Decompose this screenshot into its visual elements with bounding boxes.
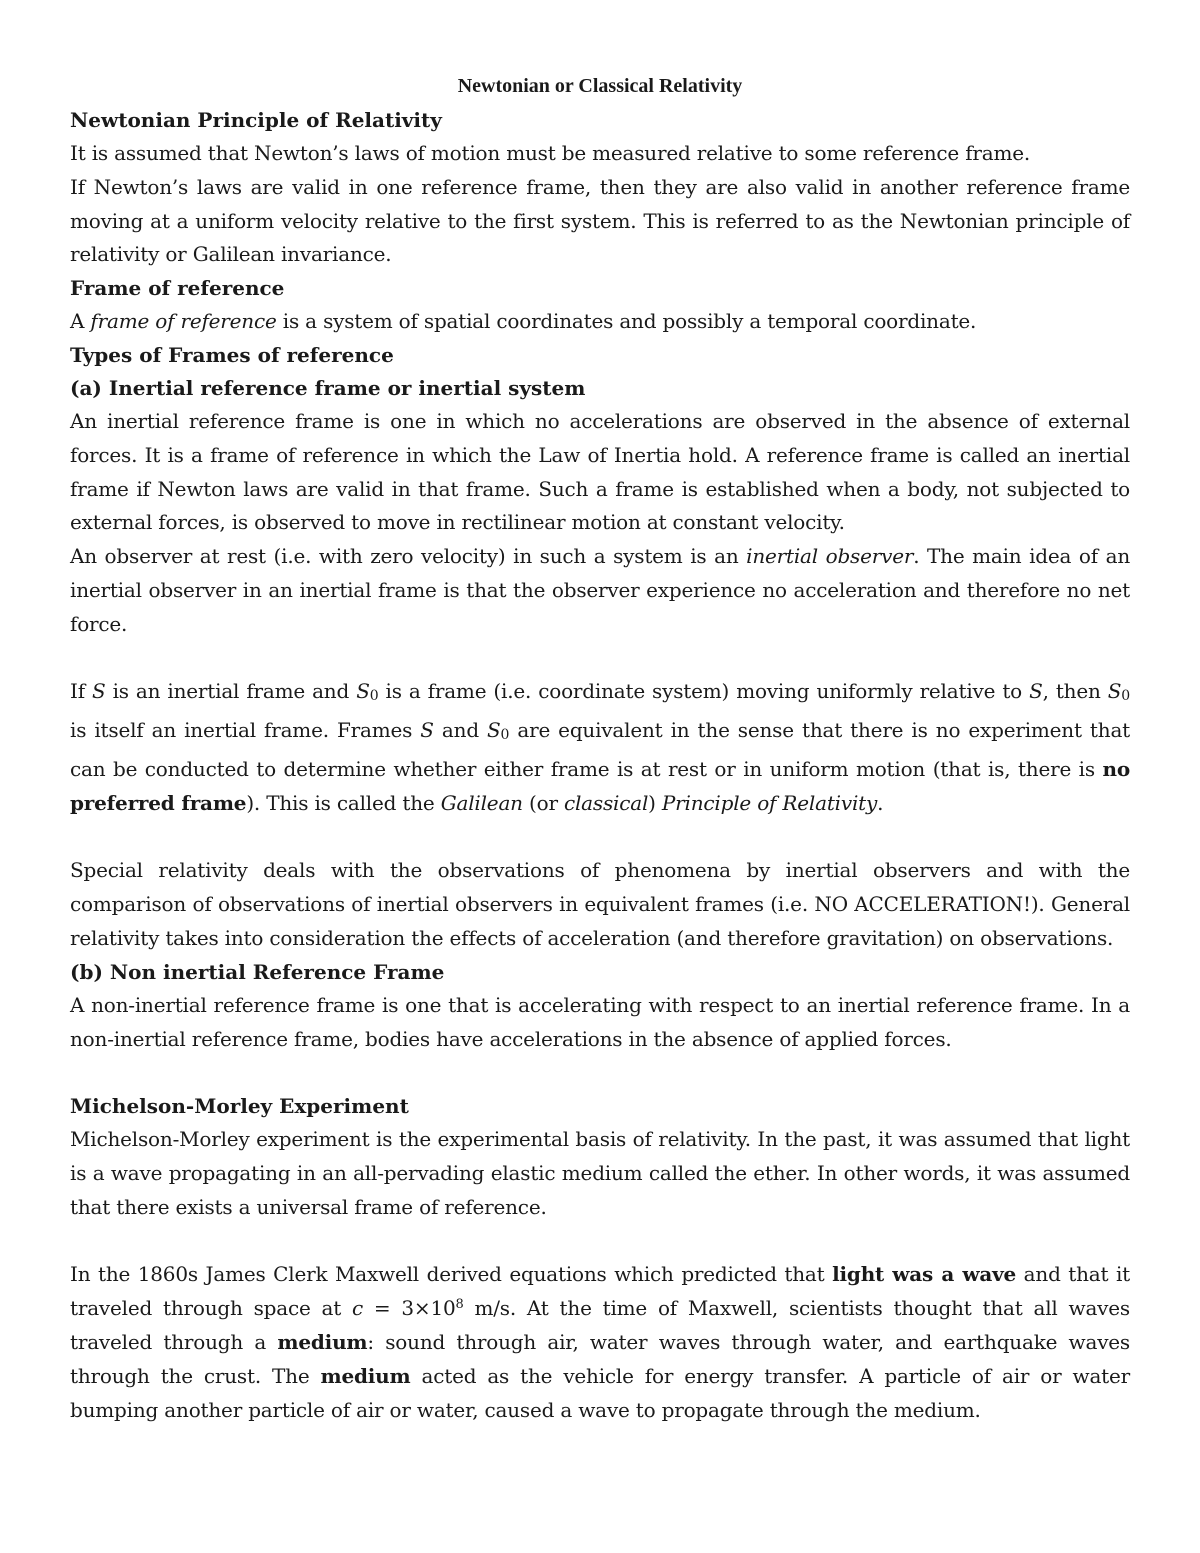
section-heading-newtonian-principle: Newtonian Principle of Relativity: [70, 108, 442, 132]
paragraph: A frame of reference is a system of spatial coordinates and possibly a temporal coordinate.: [70, 309, 977, 334]
paragraph: A non-inertial reference frame is one that is accelerating with respect to an inertial reference frame. In a non-inertial reference frame, bodies have accelerations in the absence of applied forces.: [70, 992, 1130, 1051]
paragraph: Michelson-Morley experiment is the experimental basis of relativity. In the past, it was assumed that light is a wave propagating in an all-pervading elastic medium called the ether. In other words, it was assumed that there exists a universal frame of reference.: [70, 1127, 1130, 1219]
emphasis: inertial observer: [746, 544, 914, 569]
bold-text: medium: [277, 1329, 368, 1354]
spacer: [70, 1056, 1130, 1090]
spacer: [70, 1225, 1130, 1259]
bold-text: no preferred frame: [70, 756, 1130, 815]
spacer: [70, 642, 1130, 676]
bold-text: light was a wave: [832, 1262, 1017, 1287]
section-heading-types-of-frames: Types of Frames of reference: [70, 342, 394, 367]
paragraph: If Newton’s laws are valid in one reference frame, then they are also valid in another reference frame moving at a uniform velocity relative to the first system. This is referred to as the Newtonian principle of relativity or Galilean invariance.: [70, 174, 1130, 267]
page-title: Newtonian or Classical Relativity: [457, 75, 743, 97]
bold-text: medium: [320, 1363, 411, 1388]
paragraph: If S is an inertial frame and $S_0$ is a frame (i.e. coordinate system) moving uniformly relative to S, then $S_0$ is itself an inertial frame. Frames S and $S_0$ are equivalent in the sense that there is no experiment that can be conducted to determine whether either frame is at rest or in uniform motion (that is, there is no preferred frame). This is called the Galilean (or classical) Principle of Relativity.: [70, 679, 1131, 815]
spacer: [70, 821, 1130, 855]
paragraph: An inertial reference frame is one in which no accelerations are observed in the absence of external forces. It is a frame of reference in which the Law of Inertia hold. A reference frame is called an inertial frame if Newton laws are valid in that frame. Such a frame is established when a body, not subjected to external forces, is observed to move in rectilinear motion at constant velocity.: [70, 408, 1130, 535]
paragraph: It is assumed that Newton’s laws of motion must be measured relative to some reference frame.: [70, 141, 1031, 165]
emphasis: frame of reference: [90, 309, 277, 334]
subheading-non-inertial-frame: (b) Non inertial Reference Frame: [70, 959, 445, 984]
subheading-inertial-frame: (a) Inertial reference frame or inertial system: [70, 375, 586, 400]
section-heading-frame-of-reference: Frame of reference: [70, 276, 285, 301]
section-heading-michelson-morley: Michelson-Morley Experiment: [70, 1094, 409, 1119]
paragraph: An observer at rest (i.e. with zero velocity) in such a system is an inertial observer. The main idea of an inertial observer in an inertial frame is that the observer experience no acceleration and therefore no net force.: [70, 544, 1130, 636]
paragraph: In the 1860s James Clerk Maxwell derived equations which predicted that light was a wave and that it traveled through space at $c = 3\times 10^8$ m/s. At the time of Maxwell, scientists thought that all waves traveled through a medium: sound through air, water waves through water, and earthquake waves through the crust. The medium acted as the vehicle for energy transfer. A particle of air or water bumping another particle of air or water, caused a wave to propagate through the medium.: [70, 1262, 1131, 1422]
paragraph: Special relativity deals with the observations of phenomena by inertial observers and with the comparison of observations of inertial observers in equivalent frames (i.e. NO ACCELERATION!). General relativity takes into consideration the effects of acceleration (and therefore gravitation) on observations.: [70, 858, 1130, 950]
